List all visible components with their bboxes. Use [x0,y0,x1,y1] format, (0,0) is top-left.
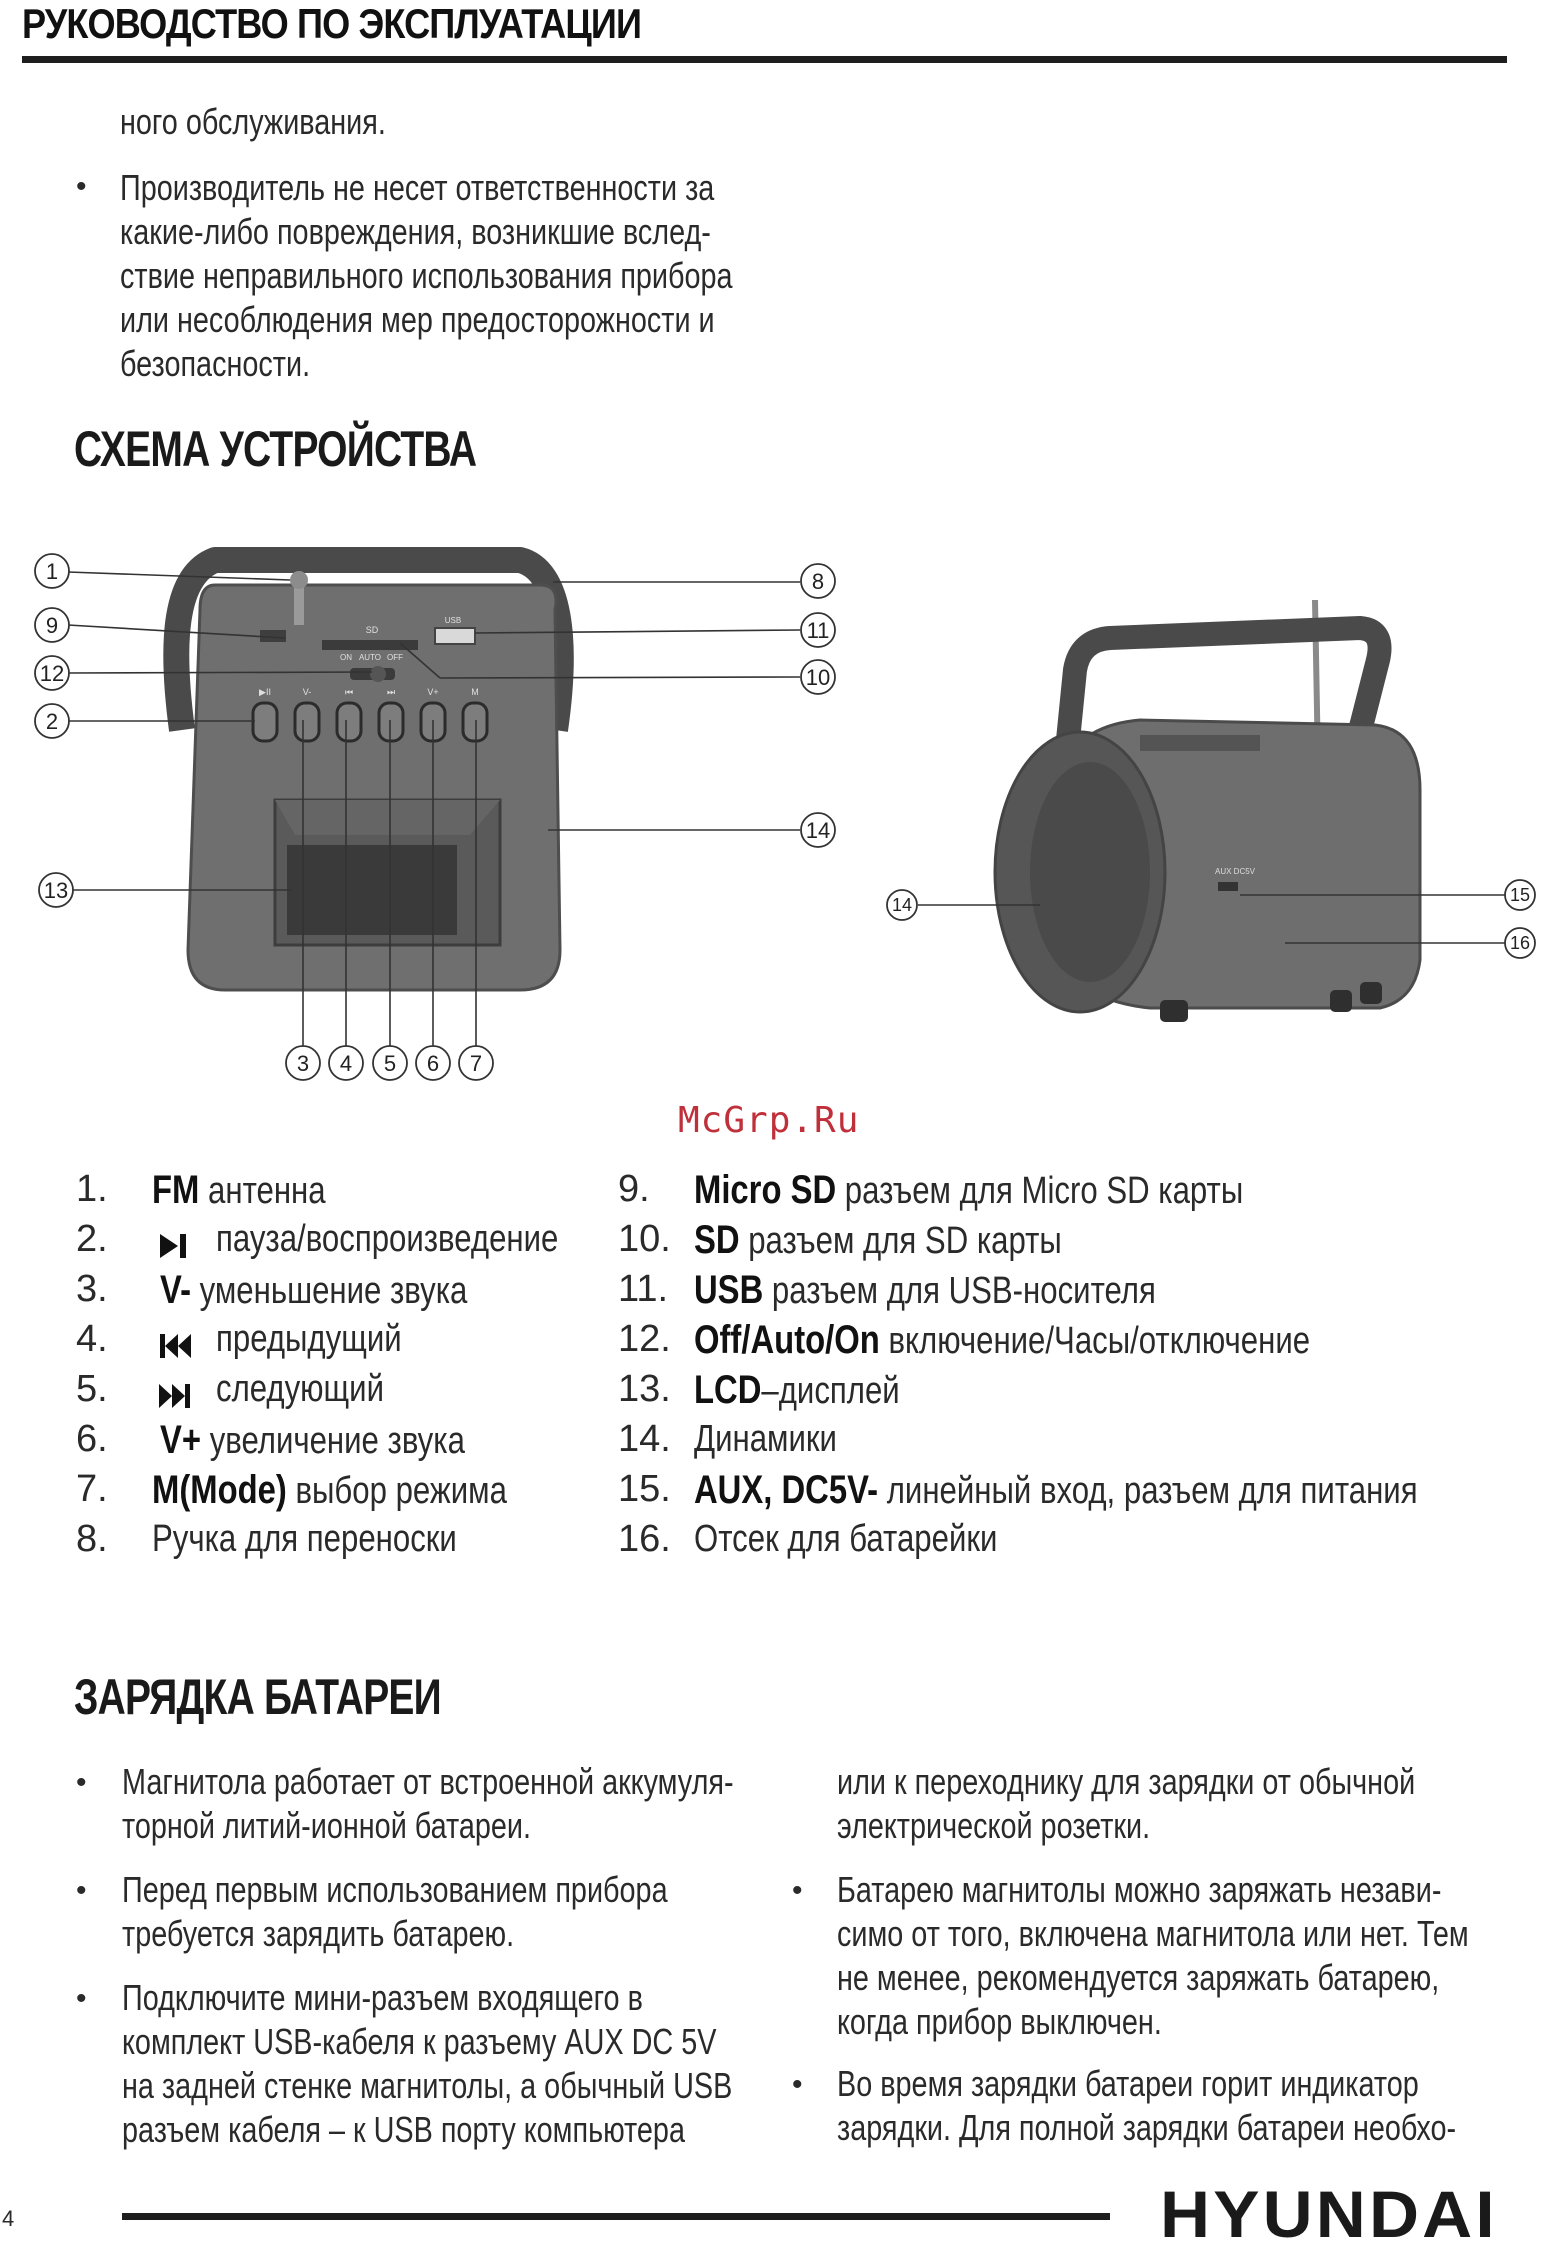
next-icon [158,1378,192,1421]
svg-text:M: M [471,687,479,697]
callout-7: 7 [469,1051,483,1076]
header-divider [22,56,1507,63]
page-number: 4 [2,2206,15,2231]
bullet-icon: • [792,2068,803,2101]
callout-6: 6 [426,1051,440,1076]
bullet-icon: • [76,1874,87,1907]
svg-text:OFF: OFF [387,653,403,662]
section-title-scheme: СХЕМА УСТРОЙСТВА [74,421,477,477]
charging-bullet: Подключите мини-разъем входящего в комплект USB-кабеля к разъему AUX DC 5V на задней стенке магнитолы, а обычный USB разъем кабеля – к USB порту компьютера [122,1977,733,2150]
svg-text:⏮: ⏮ [344,687,354,697]
charging-continuation: или к переходнику для зарядки от обычной электрической розетки. [837,1761,1416,1846]
svg-text:AUX DC5V: AUX DC5V [1215,867,1256,876]
svg-text:▶II: ▶II [259,687,271,697]
charging-bullet: Батарею магнитолы можно заряжать незави- симо от того, включена магнитола или нет. Тем не менее, рекомендуется заряжать батарею, когда прибор выключен. [837,1869,1469,2042]
device-diagram [0,520,1543,1100]
play-pause-icon [158,1228,188,1271]
svg-text:⏭: ⏭ [386,687,396,697]
sd-slot [322,640,418,650]
callout-3: 3 [296,1051,310,1076]
intro-continuation: ного обслуживания. [120,101,386,142]
callout-14: 14 [805,818,831,843]
bullet-icon: • [792,1874,803,1907]
callout-9: 9 [45,613,59,638]
intro-bullet: Производитель не несет ответственности за какие-либо повреждения, возникшие вслед- ствие неправильного использования прибора или несоблюдения мер предосторожности и безопасности. [120,167,733,384]
bullet-icon: • [76,1766,87,1799]
footer-divider [122,2213,1110,2220]
svg-text:V+: V+ [427,687,439,697]
previous-icon [158,1328,192,1371]
lcd-display [287,845,457,935]
callout-2: 2 [45,709,59,734]
legend-right: 9. Micro SD разъем для Micro SD карты 10. SD разъем для SD карты 11. USB разъем для USB-носителя 12. Off/Auto/On включение/Часы/отключение 13. LCD–дисплей 14. Динамики 15. AUX, DC5V- линейный вход, разъем для питания 16. Отсек для батарейки [618,1168,1418,1560]
svg-text:V-: V- [302,687,312,697]
callout-15: 15 [1509,885,1531,905]
callout-13: 13 [43,878,69,903]
section-title-charging: ЗАРЯДКА БАТАРЕИ [74,1669,441,1725]
charging-bullet: Во время зарядки батареи горит индикатор зарядки. Для полной зарядки батареи необхо- [837,2063,1457,2148]
callout-4: 4 [339,1051,353,1076]
callout-14-back: 14 [891,895,913,915]
svg-text:ON: ON [340,653,352,662]
usb-port [435,628,475,644]
callout-5: 5 [383,1051,397,1076]
charging-bullet: Магнитола работает от встроенной аккумуля- торной литий-ионной батареи. [122,1761,734,1846]
legend-left: 1. FM антенна 2. пауза/воспроизведение 3. V- уменьшение звука 4. предыдущий 5. следующий 6. V+ увеличение звука 7. M(Mode) выбор режима 8. Ручка для переноски [76,1168,559,1560]
brand-logo: HYUNDAI [1160,2177,1498,2251]
device-front-view [176,560,560,990]
callout-12: 12 [39,661,65,686]
bullet-icon: • [76,170,87,203]
svg-text:SD: SD [365,625,379,635]
callout-8: 8 [811,569,825,594]
running-header: РУКОВОДСТВО ПО ЭКСПЛУАТАЦИИ [22,0,642,47]
svg-text:USB: USB [444,616,462,625]
charging-bullet: Перед первым использованием прибора требуется зарядить батарею. [122,1869,668,1954]
callout-11: 11 [806,618,830,643]
svg-text:AUTO: AUTO [358,653,382,662]
aux-port [1218,882,1238,891]
watermark: McGrp.Ru [678,1100,860,1141]
device-back-view [995,600,1420,1022]
callout-10: 10 [805,665,831,690]
callout-1: 1 [45,559,59,584]
bullet-icon: • [76,1982,87,2015]
callout-16: 16 [1509,933,1531,953]
